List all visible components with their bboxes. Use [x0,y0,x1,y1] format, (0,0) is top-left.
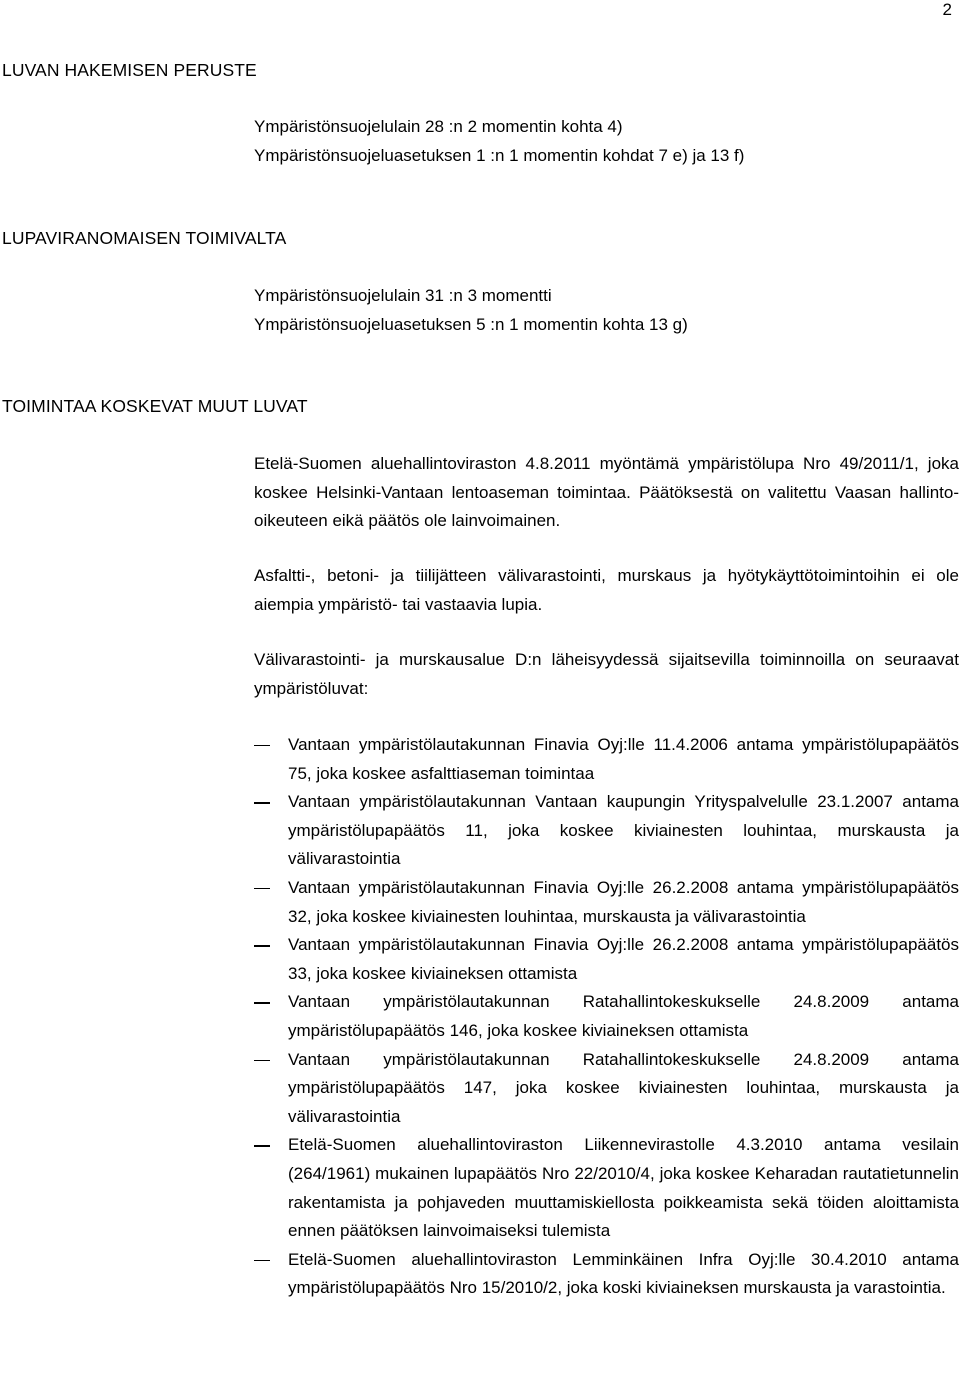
dash-bullet [254,945,270,946]
authority-line-2: Ympäristönsuojeluasetuksen 5 :n 1 momentin kohta 13 g) [254,314,688,334]
permit-list [254,731,959,1303]
list-item-text: Vantaan ympäristölautakunnan Ratahallintokeskukselle 24.8.2009 antama ympäristölupapäätös 147, joka koskee kiviainesten louhintaa, murskausta ja välivarastointia [288,1049,959,1126]
other-permits-paragraph-1 [254,450,959,536]
dash-bullet [254,888,270,889]
list-item-text: Etelä-Suomen aluehallintoviraston Lemminkäinen Infra Oyj:lle 30.4.2010 antama ympäristölupapäätös Nro 15/2010/2, joka koski kiviaineksen murskausta ja varastointia. [288,1249,959,1298]
section-title-basis: LUVAN HAKEMISEN PERUSTE [2,60,257,80]
dash-bullet [254,1145,270,1146]
list-item-text: Vantaan ympäristölautakunnan Finavia Oyj:lle 26.2.2008 antama ympäristölupapäätös 33, joka koskee kiviaineksen ottamista [288,935,959,983]
basis-block [254,113,959,170]
list-item-text: Vantaan ympäristölautakunnan Finavia Oyj:lle 26.2.2008 antama ympäristölupapäätös 32, joka koskee kiviainesten louhintaa, murskausta ja välivarastointia [288,877,959,926]
other-permits-paragraph-2 [254,562,959,619]
list-item [254,988,959,1045]
list-item [254,874,959,931]
list-item-text: Vantaan ympäristölautakunnan Finavia Oyj:lle 11.4.2006 antama ympäristölupapäätös 75, joka koskee asfalttiaseman toimintaa [288,735,959,783]
basis-line-1: Ympäristönsuojelulain 28 :n 2 momentin kohta 4) [254,117,623,136]
paragraph-text: Etelä-Suomen aluehallintoviraston 4.8.2011 myöntämä ympäristölupa Nro 49/2011/1, joka koskee Helsinki-Vantaan lentoaseman toimintaa. Päätöksestä on valitettu Vaasan hallinto-oikeuteen eikä päätös ole lainvoimainen. [254,454,959,531]
list-item [254,931,959,988]
list-item [254,1131,959,1245]
basis-line-2: Ympäristönsuojeluasetuksen 1 :n 1 momentin kohdat 7 e) ja 13 f) [254,145,745,165]
authority-block [254,282,959,339]
list-item [254,1246,959,1303]
dash-bullet [254,745,270,746]
list-item-text: Vantaan ympäristölautakunnan Vantaan kaupungin Yrityspalvelulle 23.1.2007 antama ympäristölupapäätös 11, joka koskee kiviainesten louhintaa, murskausta ja välivarastointia [288,792,959,869]
section-title-other-permits: TOIMINTAA KOSKEVAT MUUT LUVAT [2,396,308,416]
list-item [254,788,959,874]
authority-line-1: Ympäristönsuojelulain 31 :n 3 momentti [254,286,552,305]
dash-bullet [254,802,270,803]
list-item-text: Etelä-Suomen aluehallintoviraston Liikennevirastolle 4.3.2010 antama vesilain (264/1961) mukainen lupapäätös Nro 22/2010/4, joka koskee Keharadan rautatietunnelin rakentamista ja pohjaveden muuttamiskiellosta poikkeamista sekä töiden aloittamista ennen päätöksen lainvoimaiseksi tulemista [288,1135,959,1241]
page-number: 2 [942,0,952,19]
dash-bullet [254,1260,270,1261]
other-permits-paragraph-3 [254,646,959,703]
list-item [254,1046,959,1132]
list-item [254,731,959,788]
paragraph-text: Välivarastointi- ja murskausalue D:n läheisyydessä sijaitsevilla toiminnoilla on seuraavat ympäristöluvat: [254,650,959,698]
dash-bullet [254,1002,270,1003]
section-title-authority: LUPAVIRANOMAISEN TOIMIVALTA [2,228,287,248]
paragraph-text: Asfaltti-, betoni- ja tiilijätteen välivarastointi, murskaus ja hyötykäyttötoimintoihin ei ole aiempia ympäristö- tai vastaavia lupia. [254,566,959,614]
list-item-text: Vantaan ympäristölautakunnan Ratahallintokeskukselle 24.8.2009 antama ympäristölupapäätös 146, joka koskee kiviaineksen ottamista [288,992,959,1040]
dash-bullet [254,1060,270,1061]
